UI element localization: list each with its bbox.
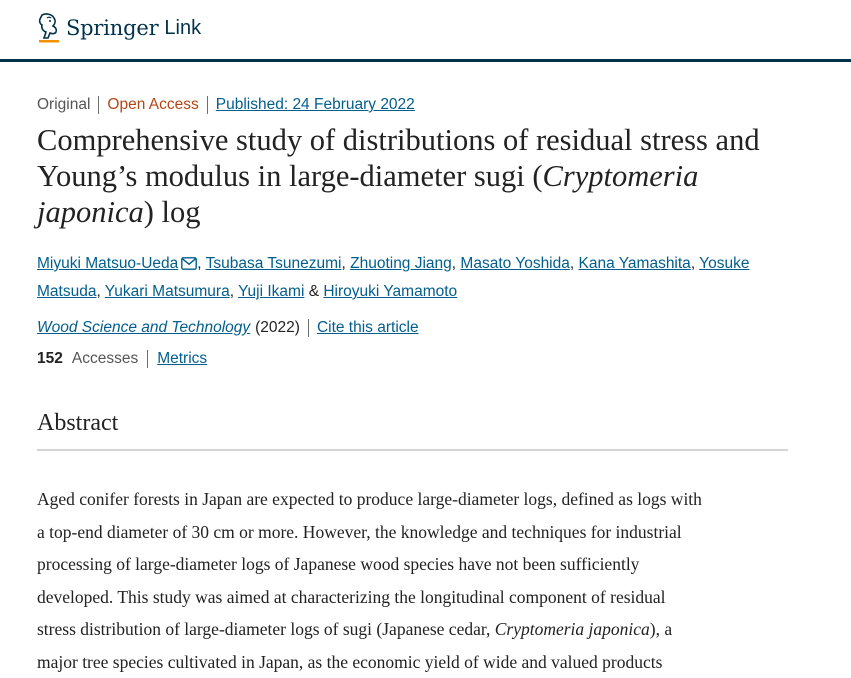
journal-info (37, 319, 419, 337)
author-and: & (304, 283, 323, 300)
abstract-line: major tree species cultivated in Japan, as the economic yield of wide and valued products (37, 646, 797, 678)
header-divider (0, 59, 851, 62)
springer-link-logo[interactable] (36, 12, 201, 44)
title-text: Comprehensive study of distributions of residual stress and Young’s modulus in large-diameter sugi ( (37, 123, 760, 193)
author-link[interactable]: Zhuoting Jiang (350, 255, 452, 272)
accesses-count: 152 (37, 350, 63, 368)
metrics-link[interactable]: Metrics (157, 350, 207, 368)
abstract-line: developed. This study was aimed at characterizing the longitudinal component of residual (37, 581, 797, 614)
author-link[interactable]: Tsubasa Tsunezumi (206, 255, 342, 272)
accesses-label: Accesses (72, 350, 148, 368)
cite-article-link[interactable]: Cite this article (317, 319, 419, 337)
title-text-end: ) log (144, 195, 201, 229)
open-access-badge: Open Access (98, 96, 206, 114)
author-link[interactable]: Hiroyuki Yamamoto (323, 283, 457, 300)
abstract-divider (37, 449, 788, 451)
published-date-link[interactable]: Published: 24 February 2022 (207, 96, 423, 114)
author-link[interactable]: Kana Yamashita (579, 255, 691, 272)
author-separator: , (570, 255, 579, 272)
article-meta (37, 96, 423, 114)
journal-year: (2022) (255, 319, 309, 337)
author-link[interactable]: Yuji Ikami (238, 283, 304, 300)
abstract-heading: Abstract (37, 410, 118, 437)
abstract-text (37, 483, 797, 678)
abstract-line (37, 613, 797, 646)
author-separator: , (691, 255, 699, 272)
author-list (37, 250, 777, 306)
author-link[interactable]: Masato Yoshida (460, 255, 569, 272)
abstract-line-text: ), a (650, 619, 672, 639)
article-title (37, 122, 797, 230)
abstract-species: Cryptomeria japonica (495, 619, 650, 639)
abstract-line: Aged conifer forests in Japan are expected to produce large-diameter logs, defined as logs with (37, 483, 797, 516)
author-link[interactable]: Yosuke Matsuda (37, 255, 749, 300)
author-link[interactable]: Miyuki Matsuo-Ueda (37, 255, 178, 272)
author-separator: , (96, 283, 104, 300)
site-header (0, 0, 851, 62)
author-link[interactable]: Yukari Matsumura (105, 283, 230, 300)
logo-wordmark: Springer (66, 16, 158, 40)
journal-link[interactable]: Wood Science and Technology (37, 319, 250, 337)
author-separator: , (341, 255, 350, 272)
email-icon[interactable] (181, 257, 197, 270)
author-separator: , (197, 255, 205, 272)
springer-horse-icon (36, 12, 62, 44)
title-species: Cryptomeria japonica (37, 159, 698, 229)
logo-subwordmark: Link (164, 17, 201, 40)
article-metrics (37, 350, 207, 368)
abstract-line: processing of large-diameter logs of Japanese wood species have not been sufficiently (37, 548, 797, 581)
author-separator: , (230, 283, 238, 300)
author-separator: , (452, 255, 461, 272)
article-type: Original (37, 96, 98, 114)
abstract-line-text: stress distribution of large-diameter logs of sugi (Japanese cedar, (37, 619, 495, 639)
abstract-line: a top-end diameter of 30 cm or more. However, the knowledge and techniques for industrial (37, 516, 797, 549)
